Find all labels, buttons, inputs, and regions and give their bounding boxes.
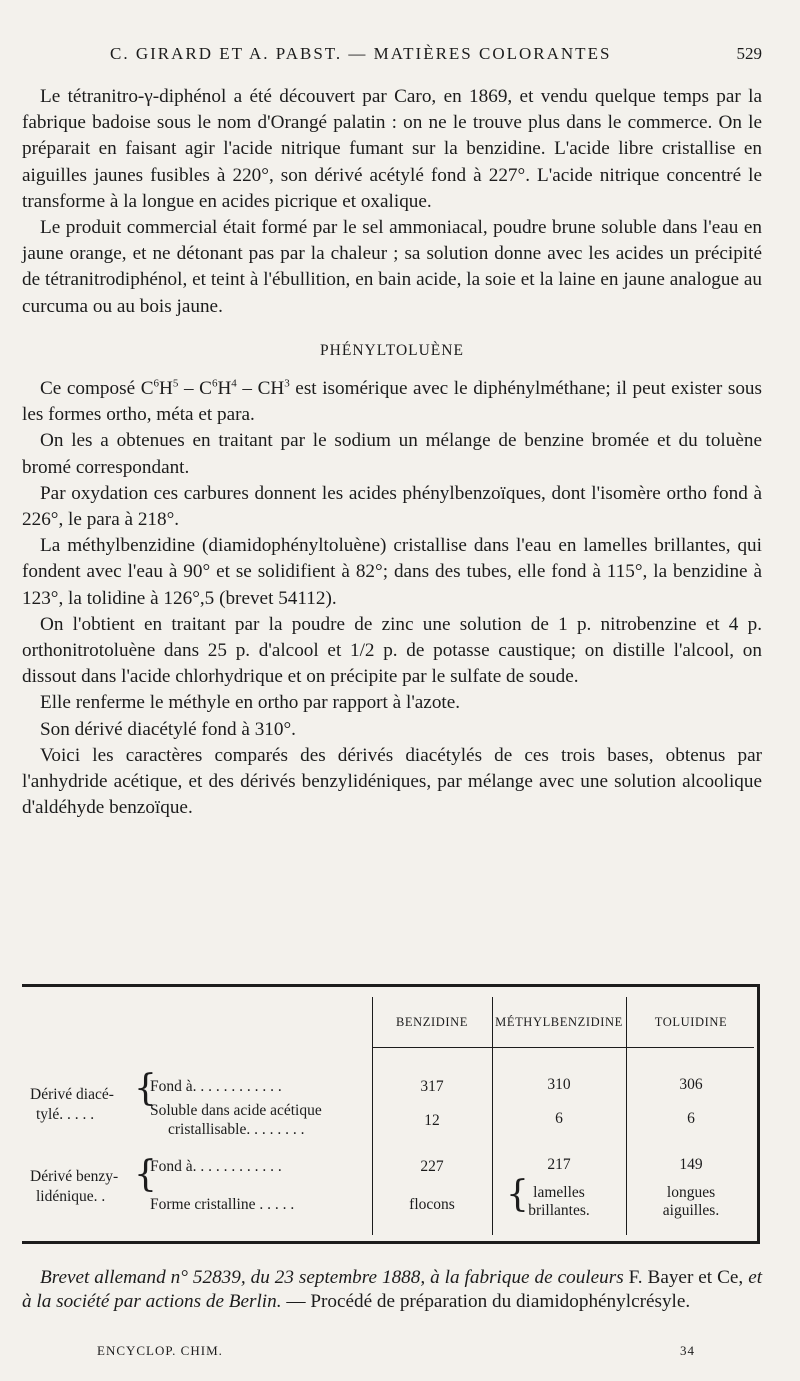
cell-value: 227 — [420, 1158, 444, 1175]
paragraph: Le tétranitro-γ-diphénol a été découvert par Caro, en 1869, et vendu quelque temps par la fabrique badoise sous le nom d'Orangé palatin : on ne le trouve plus dans le commerce. On le préparait en faisant agir l'acide nitrique fumant sur la benzidine. L'acide libre cristallise en aiguilles jaunes fusibles à 220°, son dérivé acétylé fond à 227°. L'acide nitrique concentré le transforme à la longue en acides picrique et oxalique. — [22, 86, 762, 212]
formula-prefix: Ce composé C — [40, 378, 154, 400]
patent-note-italic: Brevet allemand n° 52839, du 23 septembre 1888, à la fabrique de couleurs — [40, 1267, 624, 1288]
paragraph: Le produit commercial était formé par le sel ammoniacal, poudre brune soluble dans l'eau en jaune orange, et ne détonant pas par la chaleur ; sa solution donne avec les acides un précipité de tétranitrodiphénol, et teint à l'ébullition, en bain acide, la soie et la laine en jaune analogue au curcuma ou au bois jaune. — [22, 217, 762, 317]
cell-value: 149 — [679, 1156, 703, 1173]
paragraph: On l'obtient en traitant par la poudre de zinc une solution de 1 p. nitrobenzine et 4 p. orthonitrotoluène dans 25 p. d'alcool et 1/2 p. de potasse caustique; on distille l'alcool, on dissout dans l'acide chlorhydrique et on précipite par le sulfate de soude. — [22, 613, 762, 688]
paragraph: On les a obtenues en traitant par le sodium un mélange de benzine bromée et du toluène bromé correspondant. — [22, 430, 762, 478]
comparison-table — [22, 984, 760, 1244]
formula-suffix: est isomérique avec le diphénylméthane; il peut exister sous les formes ortho, méta et para. — [22, 378, 762, 426]
row-label-forme: Forme cristalline . . . . . — [150, 1196, 295, 1213]
patent-note — [22, 1266, 762, 1314]
cell-value: lamelles — [533, 1184, 585, 1201]
brace-icon: { — [506, 1174, 529, 1215]
cell-value: aiguilles. — [662, 1202, 720, 1219]
cell-value: brillantes. — [528, 1202, 590, 1219]
paragraph: Par oxydation ces carbures donnent les acides phénylbenzoïques, dont l'isomère ortho fond à 226°, le para à 218°. — [22, 482, 762, 531]
cell-value: 6 — [687, 1110, 695, 1127]
cell-value: flocons — [409, 1196, 455, 1213]
column-header-benzidine: BENZIDINE — [395, 1015, 469, 1029]
row-label-soluble: Soluble dans acide acétique — [150, 1102, 322, 1119]
section-title: PHÉNYLTOLUÈNE — [320, 341, 464, 359]
paragraph: Son dérivé diacétylé fond à 310°. — [40, 718, 296, 740]
main-text — [22, 84, 762, 821]
running-header — [110, 44, 762, 64]
group-label-diacetyl-cont: tylé. . . . . — [36, 1106, 95, 1123]
cell-value: 12 — [424, 1112, 440, 1129]
running-title: C. GIRARD ET A. PABST. — MATIÈRES COLORANTES — [110, 44, 612, 63]
cell-value: 310 — [547, 1076, 571, 1093]
column-header-toluidine: TOLUIDINE — [654, 1015, 728, 1029]
group-label-diacetyl: Dérivé diacé- — [30, 1086, 114, 1103]
footer-left: ENCYCLOP. CHIM. — [97, 1343, 223, 1358]
header-rule — [372, 1047, 754, 1048]
patent-note-rest: — Procédé de préparation du diamidophénylcrésyle. — [286, 1291, 691, 1312]
cell-value: 317 — [420, 1078, 444, 1095]
cell-value: 6 — [555, 1110, 563, 1127]
patent-note-italic: et à la société par actions de Berlin. — [22, 1267, 763, 1312]
column-header-methylbenzidine: MÉTHYLBENZIDINE — [495, 1015, 623, 1029]
cell-value: 217 — [547, 1156, 571, 1173]
brace-icon: { — [134, 1068, 157, 1109]
paragraph: Elle renferme le méthyle en ortho par rapport à l'azote. — [40, 692, 461, 714]
row-label-soluble-cont: cristallisable. . . . . . . . — [168, 1121, 305, 1138]
footer-signature: 34 — [680, 1343, 695, 1358]
patent-note-company: F. Bayer et Ce, — [628, 1267, 744, 1288]
cell-value: 306 — [679, 1076, 703, 1093]
paragraph: Voici les caractères comparés des dérivés diacétylés de ces trois bases, obtenus par l'anhydride acétique, et des dérivés benzylidéniques, par mélange avec une solution alcoolique d'aldéhyde benzoïque. — [22, 744, 762, 819]
group-label-benzylidene-cont: lidénique. . — [36, 1188, 106, 1205]
formula-paragraph: Ce composé $C^6H^5 - C^6H^4 - CH^3$ est isomérique avec le diphénylméthane; il peut exister sous les formes ortho, méta et para. — [22, 377, 762, 426]
row-label-fond: Fond à. . . . . . . . . . . . — [150, 1158, 282, 1175]
row-label-fond: Fond à. . . . . . . . . . . . — [150, 1078, 282, 1095]
cell-value: longues — [666, 1184, 716, 1201]
brace-icon: { — [134, 1154, 157, 1195]
group-label-benzylidene: Dérivé benzy- — [30, 1168, 119, 1185]
page-number: 529 — [736, 44, 762, 63]
paragraph: La méthylbenzidine (diamidophényltoluène) cristallise dans l'eau en lamelles brillantes, qui fondent avec l'eau à 90° et se solidifient à 82°; dans des tubes, elle fond à 115°, la benzidine à 123°, la tolidine à 126°,5 (brevet 54112). — [22, 535, 762, 609]
page-footer — [97, 1343, 695, 1359]
